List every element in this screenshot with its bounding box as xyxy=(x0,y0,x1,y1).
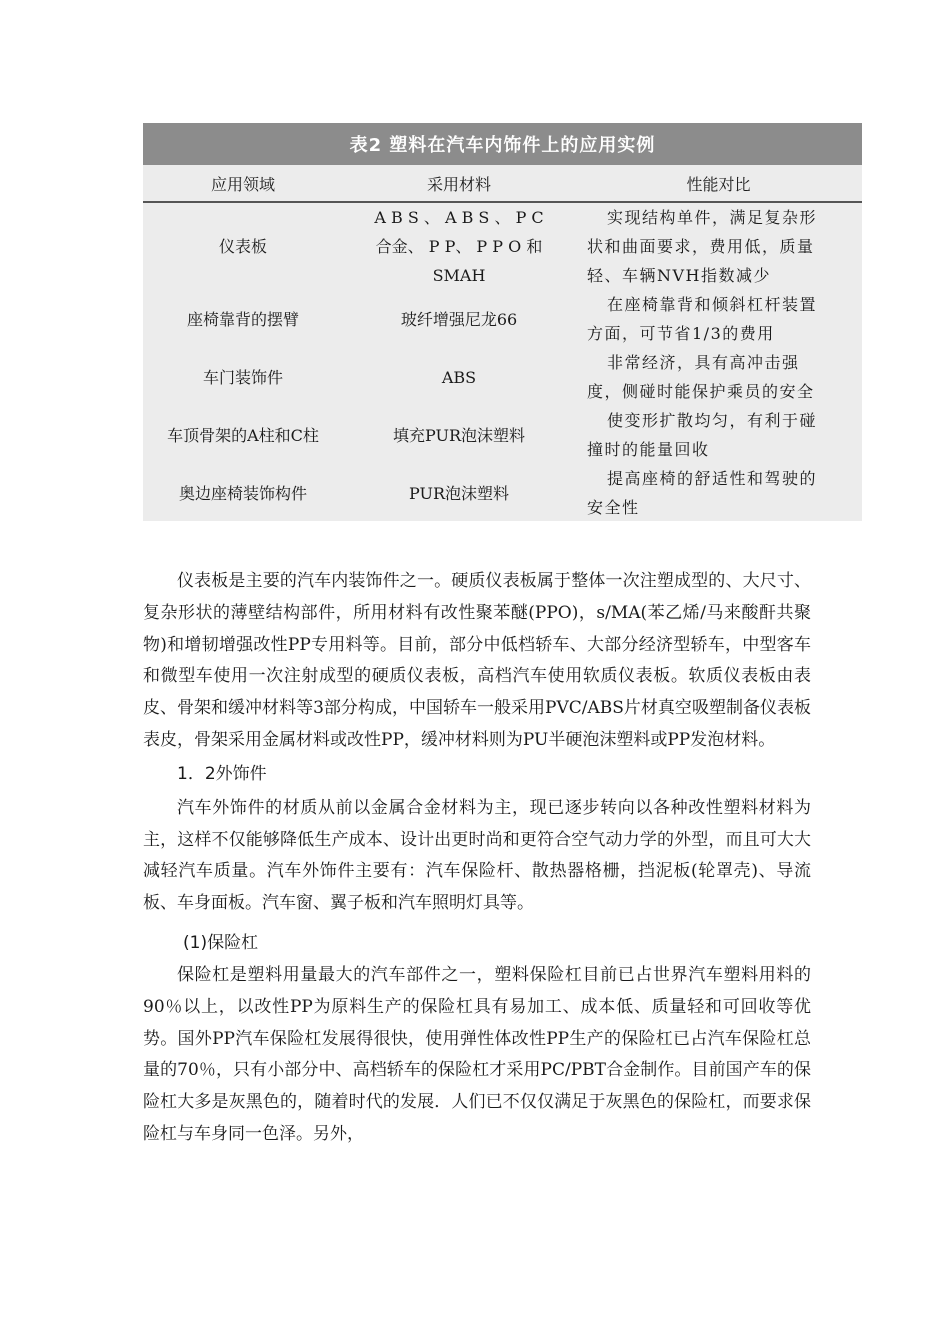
paragraph-dashboard: 仪表板是主要的汽车内装饰件之一。硬质仪表板属于整体一次注塑成型的、大尺寸、复杂形状的薄壁结构部件，所用材料有改性聚苯醚(PPO)，s/MA(苯乙烯/马来酸酐共聚物)和增韧增强改性PP专用料等。目前，部分中低档轿车、大部分经济型轿车，中型客车和微型车使用一次注射成型的硬质仪表板，高档汽车使用软质仪表板。软质仪表板由表皮、骨架和缓冲材料等3部分构成，中国轿车一般采用PVC/ABS片材真空吸塑制备仪表板表皮，骨架采用金属材料或改性PP，缓冲材料则为PU半硬泡沫塑料或PP发泡材料。 xyxy=(143,571,811,750)
table-title-bar xyxy=(143,123,862,165)
cell-material: ABS xyxy=(441,367,477,387)
cell-performance xyxy=(575,290,857,348)
cell-performance xyxy=(575,203,857,290)
cell-material-line: SMAH xyxy=(432,266,486,285)
table-title: 表2 塑料在汽车内饰件上的应用实例 xyxy=(349,135,656,156)
cell-material-line: A B S 、 A B S 、 P C xyxy=(374,208,544,227)
cell-material: 填充PUR泡沫塑料 xyxy=(392,425,526,445)
subheading-bumper: (1)保险杠 xyxy=(183,932,259,953)
table-row xyxy=(143,406,862,464)
section-heading-exterior: 1．2外饰件 xyxy=(177,763,267,784)
cell-performance-line: 度，侧碰时能保护乘员的安全 xyxy=(587,382,815,401)
cell-field: 座椅靠背的摆臂 xyxy=(186,309,299,329)
cell-performance-line: 实现结构单件，满足复杂形 xyxy=(607,208,818,227)
table-body xyxy=(143,203,862,521)
table-image xyxy=(143,123,862,521)
cell-field: 奥边座椅装饰构件 xyxy=(178,483,307,503)
table-row xyxy=(143,290,862,348)
table-row xyxy=(143,348,862,406)
header-material: 采用材料 xyxy=(426,174,491,194)
paragraph-exterior: 汽车外饰件的材质从前以金属合金材料为主，现已逐步转向以各种改性塑料材料为主，这样不仅能够降低生产成本、设计出更时尚和更符合空气动力学的外型，而且可大大减轻汽车质量。汽车外饰件主要有：汽车保险杆、散热器格栅，挡泥板(轮罩壳)、导流板、车身面板。汽车窗、翼子板和汽车照明灯具等。 xyxy=(143,797,811,914)
cell-material-line: 合金、 P P、 P P O 和 xyxy=(375,237,543,256)
paragraph-bumper: 保险杠是塑料用量最大的汽车部件之一，塑料保险杠目前已占世界汽车塑料用料的90％以上，以改性PP为原料生产的保险杠具有易加工、成本低、质量轻和可回收等优势。国外PP汽车保险杠发展得很快，使用弹性体改性PP生产的保险杠已占汽车保险杠总量的70％，只有小部分中、高档轿车的保险杠才采用PC/PBT合金制作。目前国产车的保险杠大多是灰黑色的，随着时代的发展．人们已不仅仅满足于灰黑色的保险杠，而要求保险杠与车身同一色泽。另外， xyxy=(143,964,811,1144)
document-body xyxy=(143,566,811,1151)
cell-material: 玻纤增强尼龙66 xyxy=(400,309,518,329)
cell-material xyxy=(343,203,575,290)
table-row xyxy=(143,203,862,290)
cell-performance-line: 在座椅靠背和倾斜杠杆装置 xyxy=(607,295,818,314)
table-header-row xyxy=(143,165,862,203)
cell-performance xyxy=(575,406,857,464)
cell-performance-line: 方面，可节省1/3的费用 xyxy=(587,324,775,343)
cell-performance-line: 非常经济，具有高冲击强 xyxy=(607,353,800,372)
cell-material: PUR泡沫塑料 xyxy=(408,483,510,503)
cell-performance xyxy=(575,348,857,406)
cell-performance xyxy=(575,464,857,521)
cell-field: 车顶骨架的A柱和C柱 xyxy=(167,425,319,445)
cell-field: 车门装饰件 xyxy=(202,367,283,387)
cell-field: 仪表板 xyxy=(218,237,267,256)
table-row xyxy=(143,464,862,521)
header-field: 应用领域 xyxy=(210,174,275,194)
header-performance: 性能对比 xyxy=(686,174,751,194)
cell-performance-line: 安全性 xyxy=(587,498,640,517)
cell-performance-line: 使变形扩散均匀，有利于碰 xyxy=(607,411,818,430)
cell-performance-line: 状和曲面要求，费用低，质量 xyxy=(587,237,815,256)
cell-performance-line: 提高座椅的舒适性和驾驶的 xyxy=(607,469,818,488)
cell-performance-line: 轻、车辆NVH指数减少 xyxy=(587,266,772,285)
cell-performance-line: 撞时的能量回收 xyxy=(587,440,710,459)
